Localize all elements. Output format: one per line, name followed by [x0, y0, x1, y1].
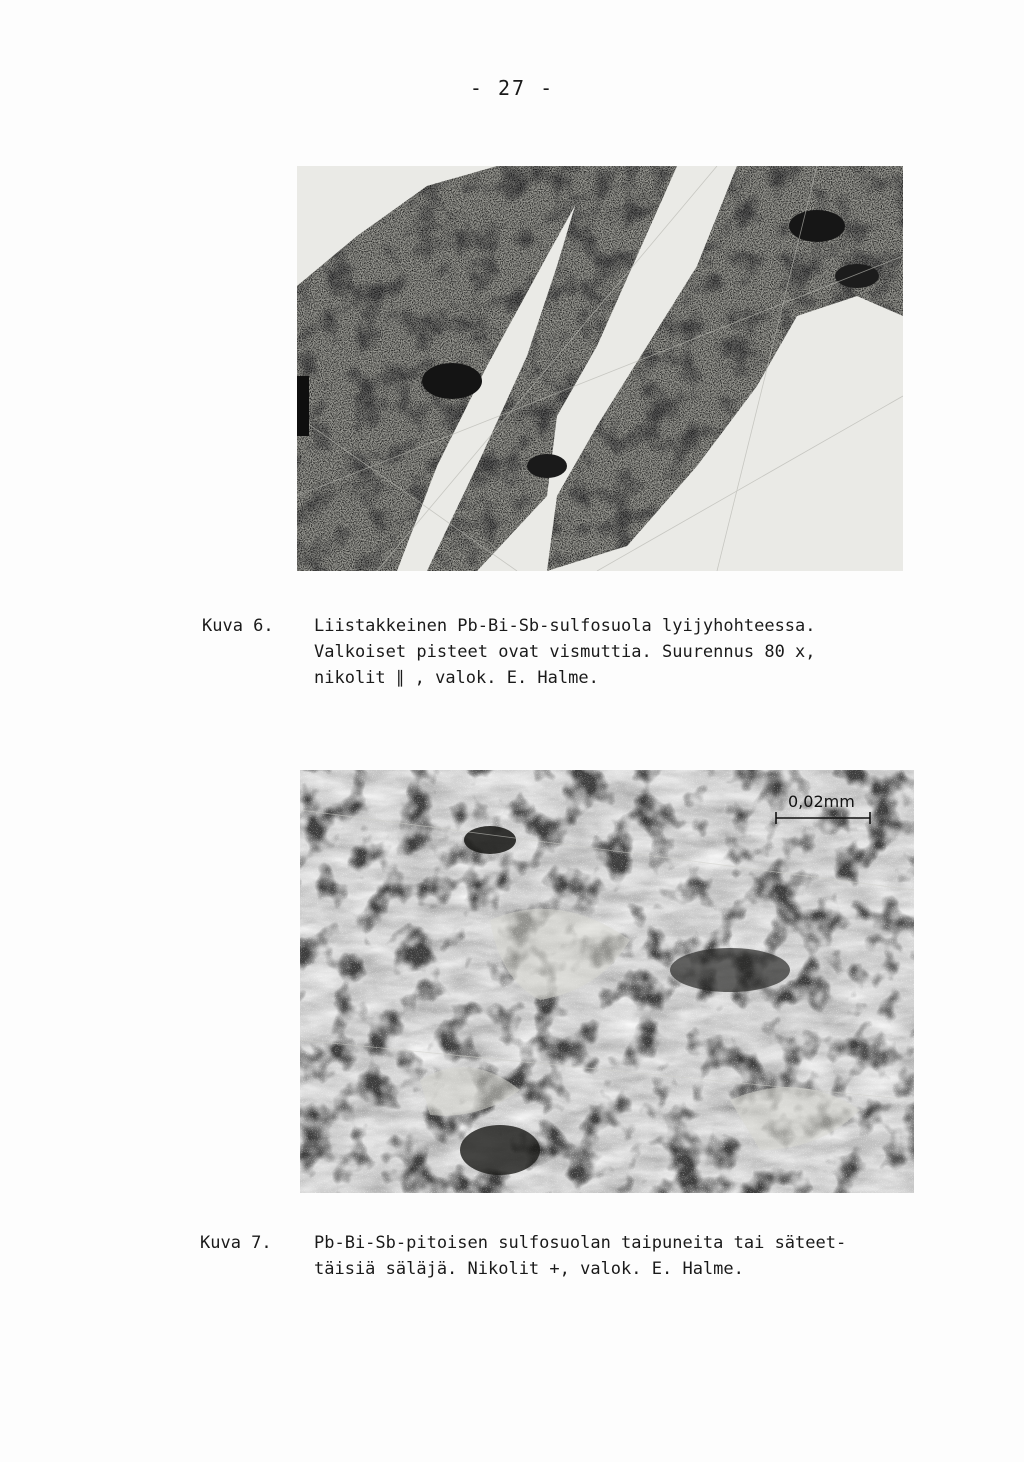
caption-line: nikolit ∥ , valok. E. Halme.: [314, 668, 599, 688]
caption-text: [314, 613, 816, 691]
scale-bar-label: 0,02mm: [788, 792, 855, 811]
figure-label: Kuva 6.: [202, 616, 274, 636]
micrograph-7-image: [300, 770, 914, 1193]
caption-line: Pb-Bi-Sb-pitoisen sulfosuolan taipuneita tai säteet-: [314, 1233, 847, 1253]
micrograph-figure-7: [300, 770, 914, 1193]
caption-line: täisiä säläjä. Nikolit +, valok. E. Halme.: [314, 1259, 744, 1279]
page-number: - 27 -: [469, 76, 555, 100]
figure-label: Kuva 7.: [200, 1233, 272, 1253]
caption-figure-6: [202, 613, 922, 693]
caption-text: [314, 1230, 846, 1282]
caption-line: Liistakkeinen Pb-Bi-Sb-sulfosuola lyijyhohteessa.: [314, 616, 816, 636]
micrograph-6-image: [297, 166, 903, 571]
caption-line: Valkoiset pisteet ovat vismuttia. Suurennus 80 x,: [314, 642, 816, 662]
micrograph-figure-6: [297, 166, 903, 571]
caption-figure-7: [200, 1230, 920, 1290]
